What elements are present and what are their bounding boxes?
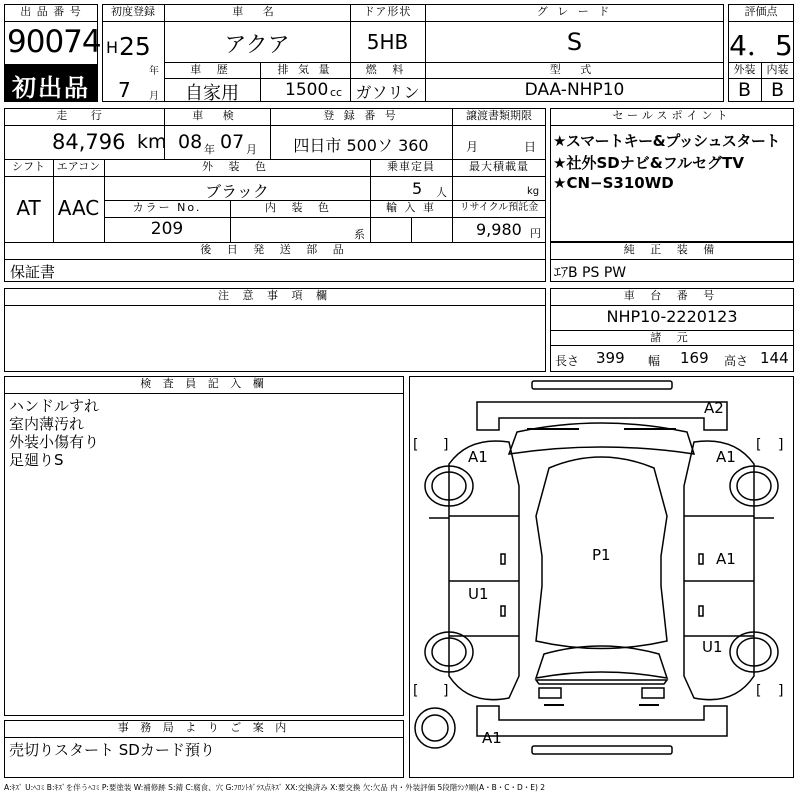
capacity-label: 乗車定員 [387,160,435,173]
lot-number-label: 出 品 番 号 [20,5,82,18]
mark-a1-bottom: A1 [482,729,502,747]
recycle: 9,980 [476,220,522,239]
lot-number: 90074 [7,24,101,60]
bracket-left-3: [ [413,683,419,699]
length: 399 [596,349,625,367]
mark-a1-left-front: A1 [468,448,488,466]
plate: 四日市 500ソ 360 [293,136,429,155]
fuel: ガソリン [355,83,420,102]
bracket-right-3: [ [756,683,762,699]
shift: AT [16,196,41,220]
legend: A:ｷｽﾞ U:ﾍｺﾐ B:ｷｽﾞを伴うﾍｺﾐ P:要塗装 W:補修跡 S:錆 C:腐食、穴 G:ﾌﾛﾝﾄｶﾞﾗｽ点ｷｽﾞ XX:交換済み X:要交換 欠:欠品 内・外装評価 5段階ﾗﾝｸ順(A・B・C・D・E) 2 [4,783,546,792]
month-unit: 月 [149,91,159,102]
recycle-unit: 円 [530,227,541,240]
later-parts: 保証書 [10,263,56,281]
inspector-line-3: 外装小傷有り [9,433,100,451]
car-name: アクア [224,33,290,58]
height: 144 [760,349,789,367]
door-label: ドア形状 [363,5,412,18]
width: 169 [680,349,709,367]
first-listing-text: 初出品 [12,74,90,102]
mileage-unit: km [137,131,167,153]
model-code: DAA-NHP10 [524,80,625,100]
score-label: 評価点 [744,5,778,18]
car-name-label: 車 名 [232,5,282,18]
bracket-right-4: ] [778,683,784,699]
width-label: 幅 [648,354,661,368]
mark-u1-right: U1 [702,638,723,656]
transfer-label: 譲渡書類期限 [466,109,532,122]
max-load-label: 最大積載量 [469,160,529,173]
bracket-left-4: ] [443,683,449,699]
recycle-label: リサイクル預託金 [459,202,539,213]
ac-label: エアコン [56,160,101,173]
interior-color-label: 内 装 色 [265,201,335,214]
color-label: 外 装 色 [202,160,272,173]
grade: S [566,28,583,56]
interior-color-unit: 系 [354,228,365,241]
max-load-unit: kg [527,186,540,197]
notes-label: 注 意 事 項 欄 [218,289,332,302]
import-label: 輸 入 車 [386,201,436,214]
plate-label: 登 録 番 号 [323,109,399,122]
sales-point-3: ★CN−S310WD [553,174,674,192]
inspection-month-unit: 月 [246,143,257,156]
displacement: 1500 [285,80,329,100]
later-parts-label: 後 日 発 送 部 品 [200,243,350,256]
era: H [106,38,119,57]
year-unit: 年 [149,66,159,77]
grade-label: グ レ ー ド [536,5,613,18]
inspection-year-unit: 年 [204,143,215,156]
genuine-equipment: ｴｱB PS PW [554,265,627,281]
inspector-line-1: ハンドルすれ [9,397,100,415]
mark-p1-roof: P1 [592,546,611,564]
chassis-number: NHP10-2220123 [606,307,738,326]
inspector-line-4: 足廻りS [9,451,64,469]
specs-label: 諸 元 [650,331,694,344]
history: 自家用 [185,83,239,104]
car-diagram [409,376,794,778]
score: 4．5 [729,29,793,62]
inspection-month: 07 [220,131,245,153]
ac: AAC [57,196,100,220]
capacity-unit: 人 [436,186,447,199]
first-reg-label: 初度登録 [111,5,155,18]
inspector-label: 検 査 員 記 入 欄 [140,377,268,390]
exterior-grade: B [737,79,752,101]
fuel-label: 燃 料 [365,63,410,76]
door-type: 5HB [366,30,409,54]
shift-label: シフト [12,160,45,173]
sales-point-1: ★スマートキー&プッシュスタート [553,132,780,150]
mark-a2-rear: A2 [704,399,724,417]
history-label: 車 歴 [190,63,234,76]
first-reg-year: 25 [119,32,151,61]
interior-grade: B [770,79,785,101]
inspector-line-2: 室内薄汚れ [9,415,85,433]
color-no: 209 [150,219,184,239]
bracket-left-1: [ [413,437,419,453]
bracket-right-2: ] [778,437,784,453]
model-code-label: 型 式 [549,63,600,76]
sales-points-label: セールスポイント [612,109,732,122]
bracket-right-1: [ [756,437,762,453]
exterior-label: 外装 [733,63,756,76]
capacity: 5 [412,179,423,198]
inspection-label: 車 検 [192,109,242,122]
interior-label: 内装 [766,63,789,76]
color-no-label: カラー No. [132,201,202,214]
first-listing-badge [4,64,98,102]
mileage-label: 走 行 [56,109,112,122]
mark-a1-right-front: A1 [716,448,736,466]
inspection-year: 08 [178,131,203,153]
color: ブラック [205,182,269,201]
genuine-equipment-label: 純 正 装 備 [623,243,721,256]
chassis-label: 車 台 番 号 [623,289,721,302]
mark-a1-right-door: A1 [716,550,736,568]
bracket-left-2: ] [443,437,449,453]
office-note: 売切りスタート SDカード預り [9,741,215,759]
sales-point-2: ★社外SDナビ&フルセグTV [553,154,745,172]
displacement-label: 排 気 量 [277,63,333,76]
first-reg-month: 7 [118,78,131,102]
transfer-day-unit: 日 [524,140,537,154]
length-label: 長さ [555,354,580,368]
mark-u1-left: U1 [468,585,489,603]
office-label: 事 務 局 よ り ご 案 内 [117,721,291,734]
transfer-month-unit: 月 [466,140,479,154]
mileage: 84,796 [52,130,126,154]
height-label: 高さ [724,354,749,368]
displacement-unit: cc [330,86,343,99]
